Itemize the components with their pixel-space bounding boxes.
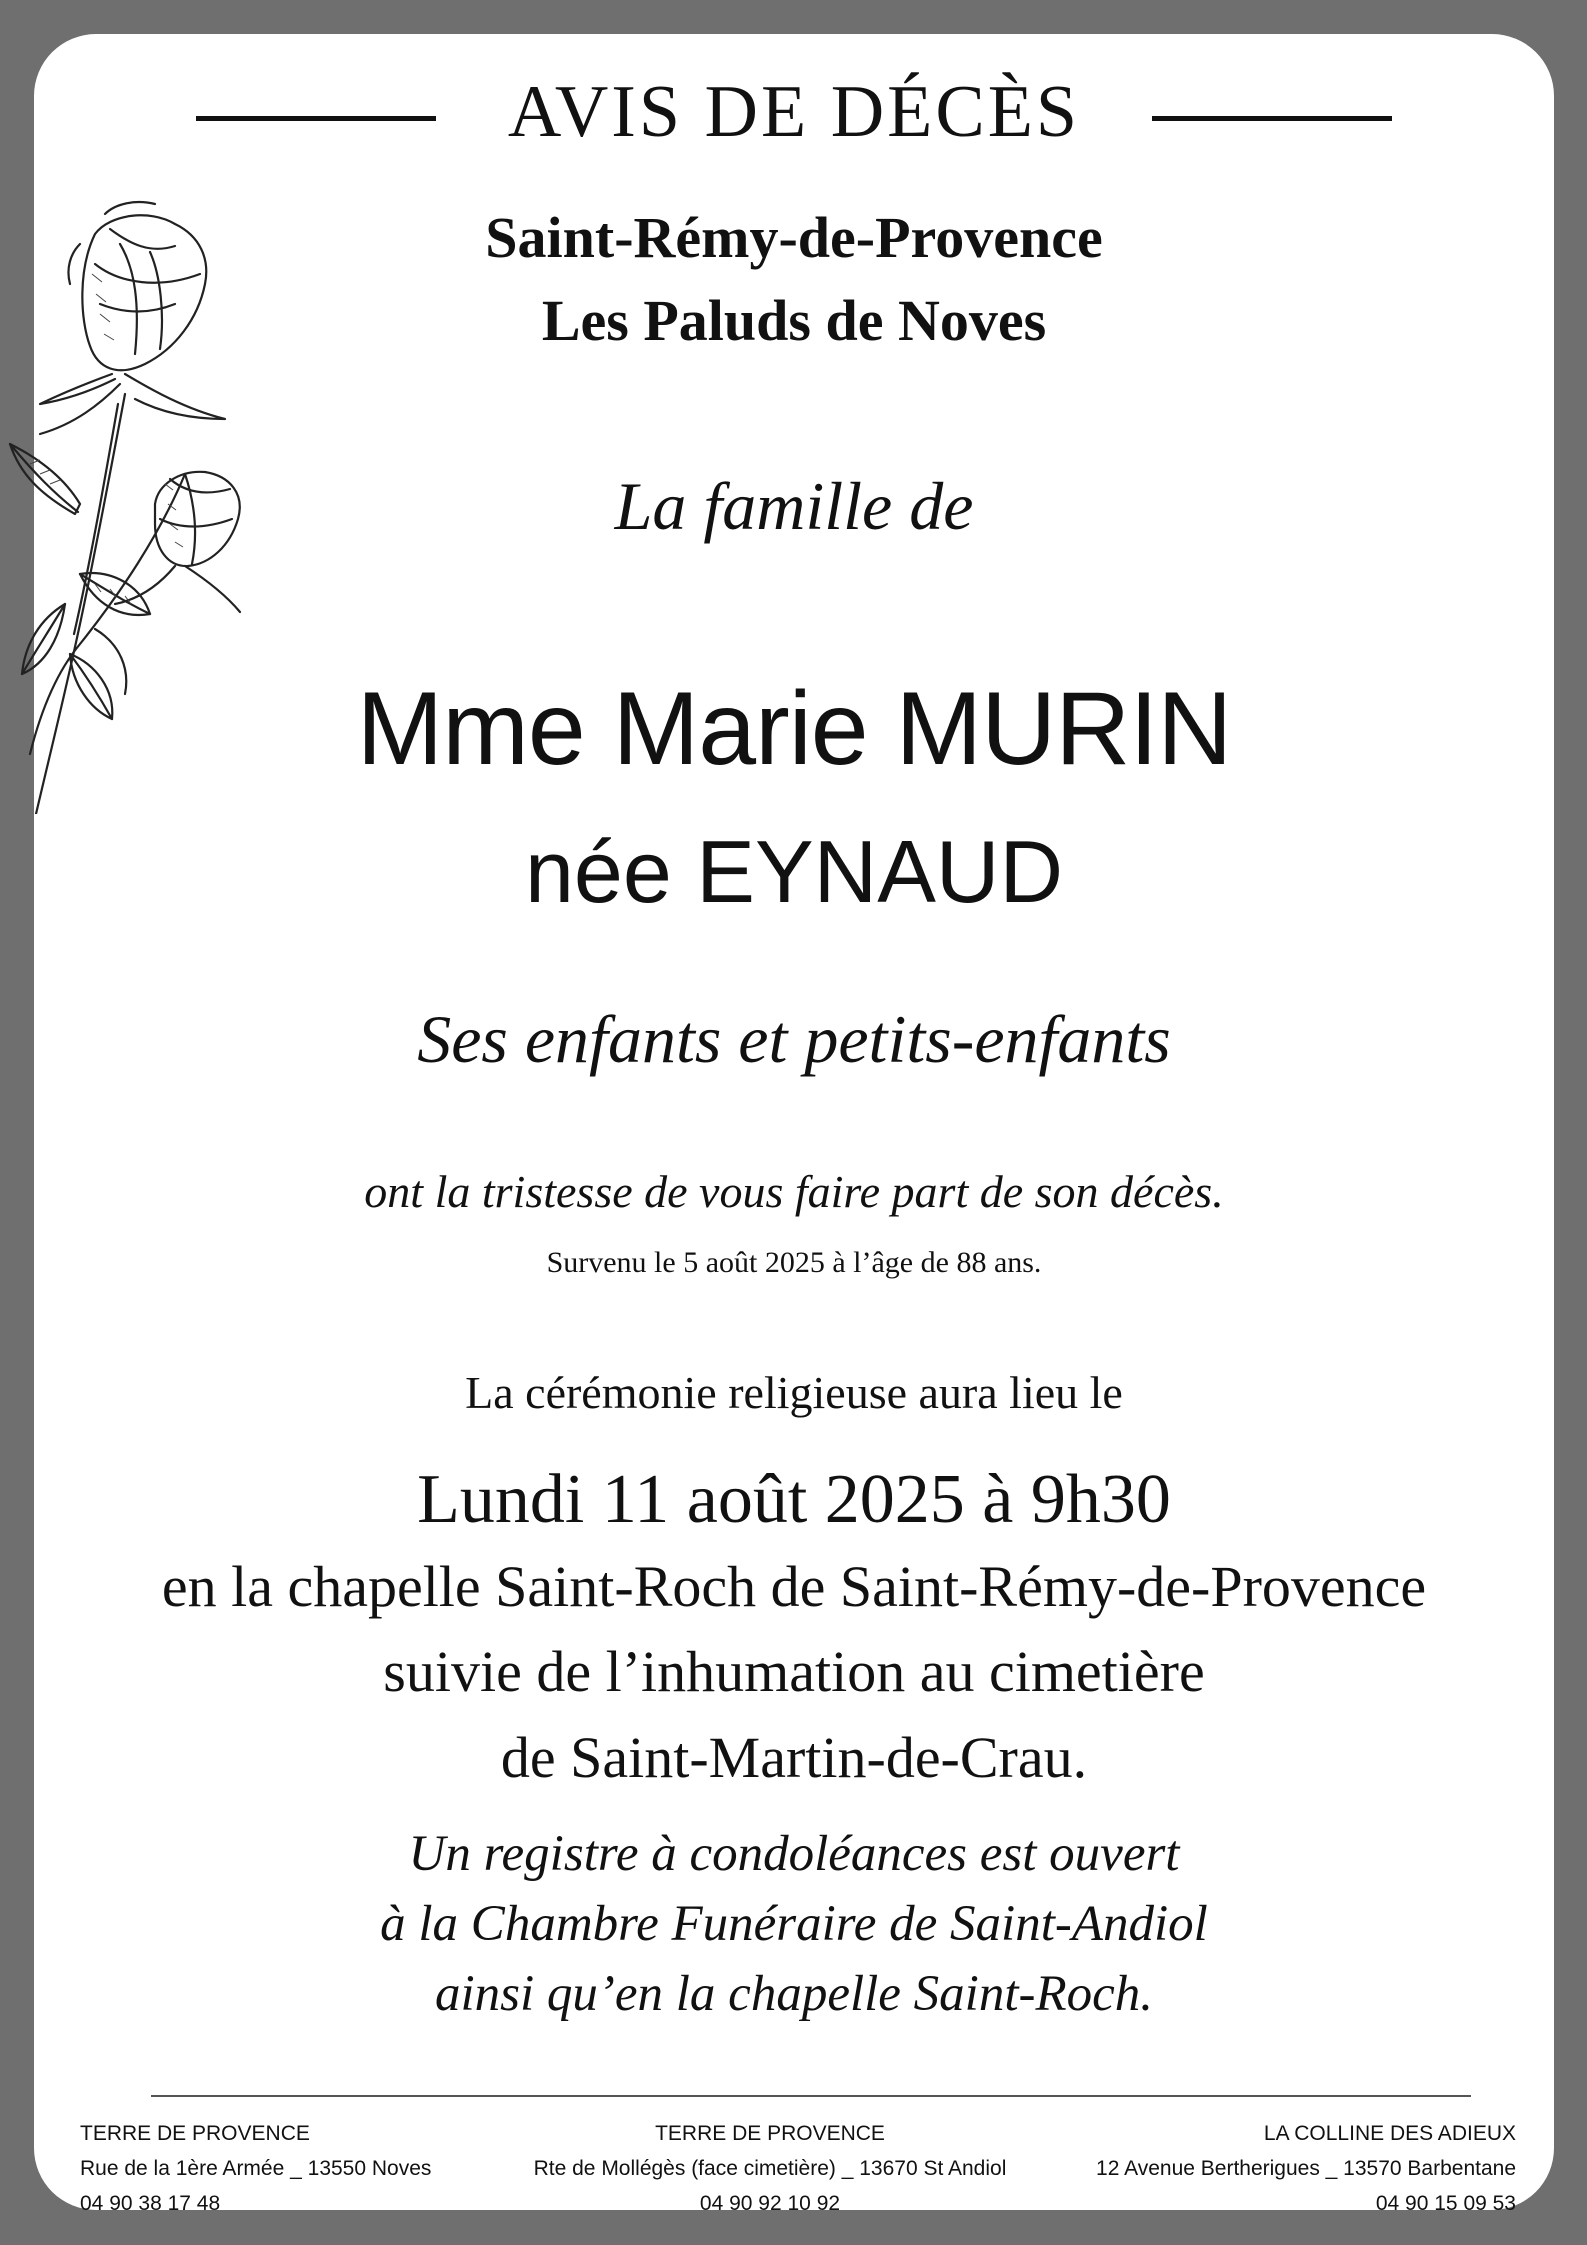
- footer-address: Rue de la 1ère Armée _ 13550 Noves: [80, 2157, 432, 2180]
- location-line: Saint-Rémy-de-Provence: [485, 205, 1103, 270]
- location-line: Les Paluds de Noves: [541, 288, 1047, 353]
- intro-text: La famille de: [614, 468, 974, 544]
- register-line: ainsi qu’en la chapelle Saint-Roch.: [434, 1966, 1154, 2022]
- page-title: AVIS DE DÉCÈS: [507, 71, 1081, 153]
- footer-divider: [151, 2095, 1471, 2097]
- family-line: Ses enfants et petits-enfants: [417, 1001, 1171, 1077]
- maiden-name: née EYNAUD: [524, 822, 1063, 921]
- footer-contact: [1096, 2116, 1516, 2221]
- register-line: à la Chambre Funéraire de Saint-Andiol: [380, 1896, 1208, 1952]
- deceased-name: Mme Marie MURIN: [356, 671, 1232, 787]
- announcement-text: ont la tristesse de vous faire part de son décès.: [364, 1166, 1224, 1217]
- footer-phone: 04 90 92 10 92: [699, 2192, 841, 2215]
- ceremony-datetime: Lundi 11 août 2025 à 9h30: [417, 1461, 1171, 1538]
- ceremony-place-line: en la chapelle Saint-Roch de Saint-Rémy-de-Provence: [161, 1554, 1427, 1619]
- footer-company: LA COLLINE DES ADIEUX: [1263, 2122, 1516, 2145]
- ceremony-intro: La cérémonie religieuse aura lieu le: [465, 1367, 1123, 1418]
- footer-address: Rte de Mollégès (face cimetière) _ 13670 St Andiol: [533, 2157, 1007, 2180]
- footer-contact: [80, 2116, 431, 2221]
- footer-address: 12 Avenue Bertherigues _ 13570 Barbentane: [1096, 2157, 1516, 2180]
- obituary-card: [34, 34, 1554, 2215]
- footer-company: TERRE DE PROVENCE: [80, 2122, 310, 2145]
- footer-contact: [470, 2116, 1070, 2221]
- ceremony-place-line: suivie de l’inhumation au cimetière: [383, 1639, 1205, 1704]
- footer-phone: 04 90 38 17 48: [80, 2192, 221, 2215]
- ceremony-place-line: de Saint-Martin-de-Crau.: [500, 1725, 1088, 1790]
- death-info: Survenu le 5 août 2025 à l’âge de 88 ans.: [546, 1246, 1042, 1279]
- footer-company: TERRE DE PROVENCE: [655, 2122, 885, 2145]
- footer-phone: 04 90 15 09 53: [1375, 2192, 1516, 2215]
- register-line: Un registre à condoléances est ouvert: [408, 1826, 1180, 1882]
